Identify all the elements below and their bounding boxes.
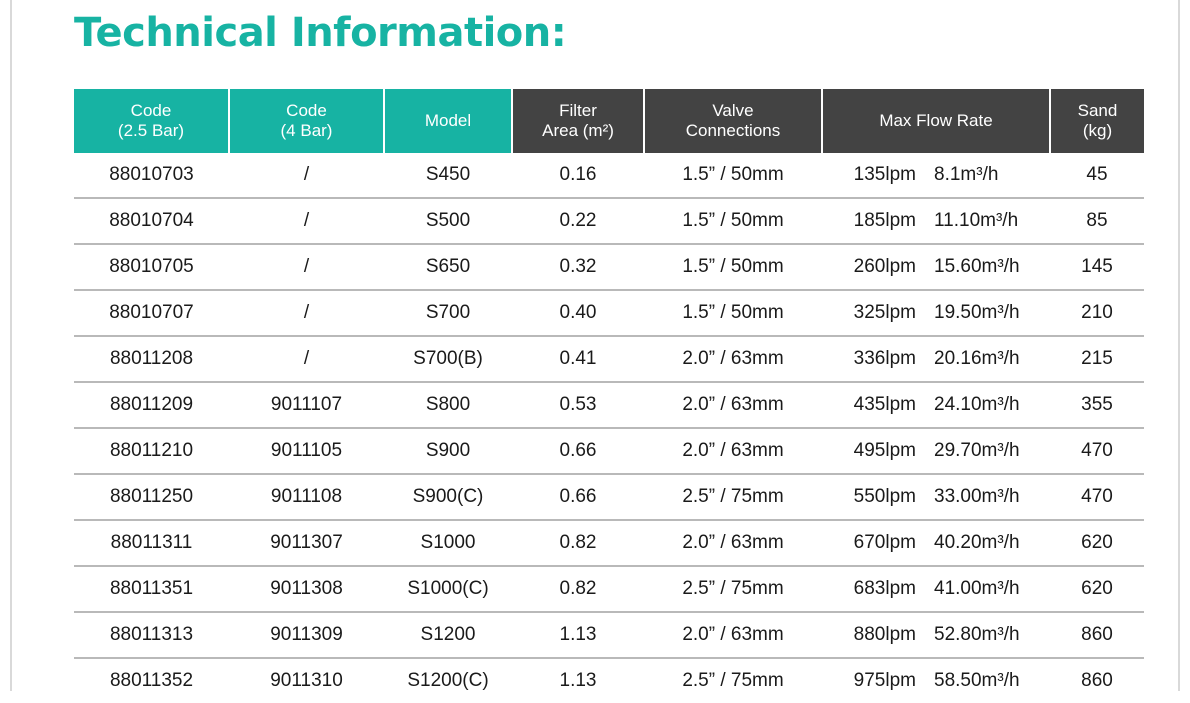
cell-model: S900: [384, 428, 512, 474]
cell-model: S650: [384, 244, 512, 290]
table-row: [74, 428, 1144, 474]
column-header-line2: (kg): [1082, 121, 1113, 140]
flow-rate-lpm: 435lpm: [853, 394, 916, 415]
flow-rate-group: [824, 394, 1048, 416]
flow-rate-lpm: 336lpm: [853, 348, 916, 369]
cell-code-2-5-bar: 88010704: [74, 198, 229, 244]
cell-code-4-bar: /: [229, 198, 384, 244]
cell-max-flow-rate: [822, 474, 1050, 520]
flow-rate-lpm: 325lpm: [853, 302, 916, 323]
cell-valve-connections: 1.5” / 50mm: [644, 198, 822, 244]
cell-code-2-5-bar: 88011313: [74, 612, 229, 658]
flow-rate-group: [824, 670, 1048, 692]
flow-rate-m3h: 58.50m³/h: [934, 670, 1020, 691]
column-header-line1: Valve: [712, 101, 754, 121]
cell-valve-connections: 2.5” / 75mm: [644, 566, 822, 612]
flow-rate-lpm: 495lpm: [853, 440, 916, 461]
cell-valve-connections: 2.0” / 63mm: [644, 382, 822, 428]
cell-code-4-bar: 9011108: [229, 474, 384, 520]
technical-information-table: [74, 89, 1144, 703]
cell-filter-area: 0.53: [512, 382, 644, 428]
cell-filter-area: 0.16: [512, 153, 644, 198]
flow-rate-m3h: 20.16m³/h: [934, 348, 1020, 369]
cell-valve-connections: 1.5” / 50mm: [644, 290, 822, 336]
table-header: [74, 89, 1144, 153]
column-header-line1: Filter: [559, 101, 597, 121]
cell-sand-kg: 85: [1050, 198, 1144, 244]
column-header-3: [512, 89, 644, 153]
cell-filter-area: 0.40: [512, 290, 644, 336]
cell-sand-kg: 620: [1050, 566, 1144, 612]
flow-rate-m3h: 11.10m³/h: [934, 210, 1019, 231]
flow-rate-group: [824, 210, 1048, 232]
flow-rate-m3h: 40.20m³/h: [934, 532, 1020, 553]
cell-sand-kg: 45: [1050, 153, 1144, 198]
column-header-line1: Sand: [1077, 101, 1118, 121]
cell-sand-kg: 470: [1050, 428, 1144, 474]
column-header-6: [1050, 89, 1144, 153]
table-header-row: [74, 89, 1144, 153]
cell-max-flow-rate: [822, 153, 1050, 198]
cell-sand-kg: 620: [1050, 520, 1144, 566]
table-row: [74, 612, 1144, 658]
cell-model: S700(B): [384, 336, 512, 382]
table-body: [74, 153, 1144, 703]
cell-code-4-bar: 9011310: [270, 670, 343, 691]
flow-rate-m3h: 19.50m³/h: [934, 302, 1020, 323]
cell-sand-kg: 145: [1050, 244, 1144, 290]
cell-max-flow-rate: [822, 244, 1050, 290]
table-row: [74, 474, 1144, 520]
column-header-4: [644, 89, 822, 153]
cell-code-2-5-bar: 88011210: [74, 428, 229, 474]
cell-max-flow-rate: [822, 382, 1050, 428]
column-header-line2: (2.5 Bar): [117, 121, 185, 140]
cell-max-flow-rate: [822, 612, 1050, 658]
flow-rate-lpm: 135lpm: [853, 164, 916, 185]
cell-filter-area: 1.13: [512, 612, 644, 658]
cell-sand-kg: 210: [1050, 290, 1144, 336]
cell-max-flow-rate: [822, 336, 1050, 382]
table-row: [74, 336, 1144, 382]
cell-code-4-bar: /: [229, 153, 384, 198]
cell-model: S1200: [384, 612, 512, 658]
column-header-0: [74, 89, 229, 153]
flow-rate-lpm: 260lpm: [853, 256, 916, 277]
flow-rate-lpm: 550lpm: [853, 486, 916, 507]
cell-max-flow-rate: [822, 428, 1050, 474]
cell-filter-area: 1.13: [559, 670, 597, 691]
flow-rate-m3h: 41.00m³/h: [934, 578, 1020, 599]
flow-rate-group: [824, 532, 1048, 554]
column-header-line2: Connections: [685, 121, 781, 140]
cell-code-2-5-bar: 88010703: [74, 153, 229, 198]
cell-valve-connections: 1.5” / 50mm: [644, 153, 822, 198]
cell-code-2-5-bar: 88011208: [74, 336, 229, 382]
cell-sand-kg: 215: [1050, 336, 1144, 382]
cell-model: S1000: [384, 520, 512, 566]
flow-rate-group: [824, 256, 1048, 278]
cell-max-flow-rate: [822, 198, 1050, 244]
right-margin-rule: [1178, 0, 1180, 691]
cell-code-4-bar: 9011105: [229, 428, 384, 474]
cell-code-2-5-bar: 88010705: [74, 244, 229, 290]
cell-code-2-5-bar: 88011352: [109, 670, 194, 691]
cell-code-2-5-bar: 88011250: [74, 474, 229, 520]
cell-sand-kg: 355: [1050, 382, 1144, 428]
cell-filter-area: 0.22: [512, 198, 644, 244]
cell-code-4-bar: /: [229, 290, 384, 336]
cell-code-4-bar: /: [229, 336, 384, 382]
cell-filter-area: 0.41: [512, 336, 644, 382]
cell-code-2-5-bar: 88011311: [74, 520, 229, 566]
cell-sand-kg: 470: [1050, 474, 1144, 520]
cell-valve-connections: 2.0” / 63mm: [644, 428, 822, 474]
flow-rate-m3h: 29.70m³/h: [934, 440, 1020, 461]
cell-code-4-bar: 9011308: [229, 566, 384, 612]
cell-max-flow-rate: [822, 290, 1050, 336]
flow-rate-lpm: 683lpm: [853, 578, 916, 599]
table-row: [74, 198, 1144, 244]
cell-max-flow-rate: [822, 566, 1050, 612]
table-row: [74, 153, 1144, 198]
table-row: [74, 382, 1144, 428]
cell-code-2-5-bar: 88011209: [74, 382, 229, 428]
cell-valve-connections: 1.5” / 50mm: [644, 244, 822, 290]
column-header-line1: Max Flow Rate: [879, 111, 993, 131]
cell-filter-area: 0.82: [512, 520, 644, 566]
flow-rate-group: [824, 164, 1048, 186]
cell-model: S1000(C): [384, 566, 512, 612]
flow-rate-lpm: 670lpm: [853, 532, 916, 553]
flow-rate-lpm: 975lpm: [853, 670, 916, 691]
flow-rate-group: [824, 348, 1048, 370]
flow-rate-group: [824, 624, 1048, 646]
flow-rate-lpm: 880lpm: [853, 624, 916, 645]
table-row: [74, 244, 1144, 290]
cell-filter-area: 0.66: [512, 474, 644, 520]
cell-valve-connections: 2.0” / 63mm: [644, 336, 822, 382]
cell-max-flow-rate: [822, 520, 1050, 566]
cell-sand-kg: 860: [1050, 612, 1144, 658]
cell-filter-area: 0.32: [512, 244, 644, 290]
cell-max-flow-rate: [822, 658, 1050, 703]
flow-rate-group: [824, 440, 1048, 462]
cell-model: S700: [384, 290, 512, 336]
cell-filter-area: 0.82: [512, 566, 644, 612]
table-row: [74, 658, 1144, 703]
column-header-line1: Model: [424, 111, 472, 131]
flow-rate-group: [824, 302, 1048, 324]
cell-model: S500: [384, 198, 512, 244]
left-margin-rule: [10, 0, 12, 691]
flow-rate-m3h: 8.1m³/h: [934, 164, 999, 185]
page-title: Technical Information:: [74, 10, 567, 56]
flow-rate-group: [824, 578, 1048, 600]
cell-model: S1200(C): [407, 670, 489, 691]
cell-model: S450: [384, 153, 512, 198]
flow-rate-m3h: 15.60m³/h: [934, 256, 1020, 277]
flow-rate-m3h: 52.80m³/h: [934, 624, 1020, 645]
cell-model: S800: [384, 382, 512, 428]
column-header-line2: (4 Bar): [280, 121, 333, 140]
column-header-line1: Code: [286, 101, 327, 121]
column-header-5: [822, 89, 1050, 153]
cell-code-4-bar: 9011309: [229, 612, 384, 658]
flow-rate-lpm: 185lpm: [853, 210, 916, 231]
cell-valve-connections: 2.0” / 63mm: [644, 520, 822, 566]
cell-code-2-5-bar: 88011351: [74, 566, 229, 612]
cell-sand-kg: 860: [1081, 670, 1113, 691]
cell-valve-connections: 2.0” / 63mm: [644, 612, 822, 658]
flow-rate-group: [824, 486, 1048, 508]
cell-filter-area: 0.66: [512, 428, 644, 474]
cell-code-2-5-bar: 88010707: [74, 290, 229, 336]
cell-code-4-bar: 9011107: [229, 382, 384, 428]
cell-code-4-bar: /: [229, 244, 384, 290]
column-header-2: [384, 89, 512, 153]
cell-code-4-bar: 9011307: [229, 520, 384, 566]
cell-valve-connections: 2.5” / 75mm: [644, 474, 822, 520]
column-header-1: [229, 89, 384, 153]
column-header-line2: Area (m²): [542, 121, 614, 140]
column-header-line1: Code: [130, 101, 172, 121]
table-row: [74, 566, 1144, 612]
flow-rate-m3h: 24.10m³/h: [934, 394, 1020, 415]
flow-rate-m3h: 33.00m³/h: [934, 486, 1020, 507]
table-row: [74, 290, 1144, 336]
cell-valve-connections: 2.5” / 75mm: [682, 670, 784, 691]
table-row: [74, 520, 1144, 566]
cell-model: S900(C): [384, 474, 512, 520]
